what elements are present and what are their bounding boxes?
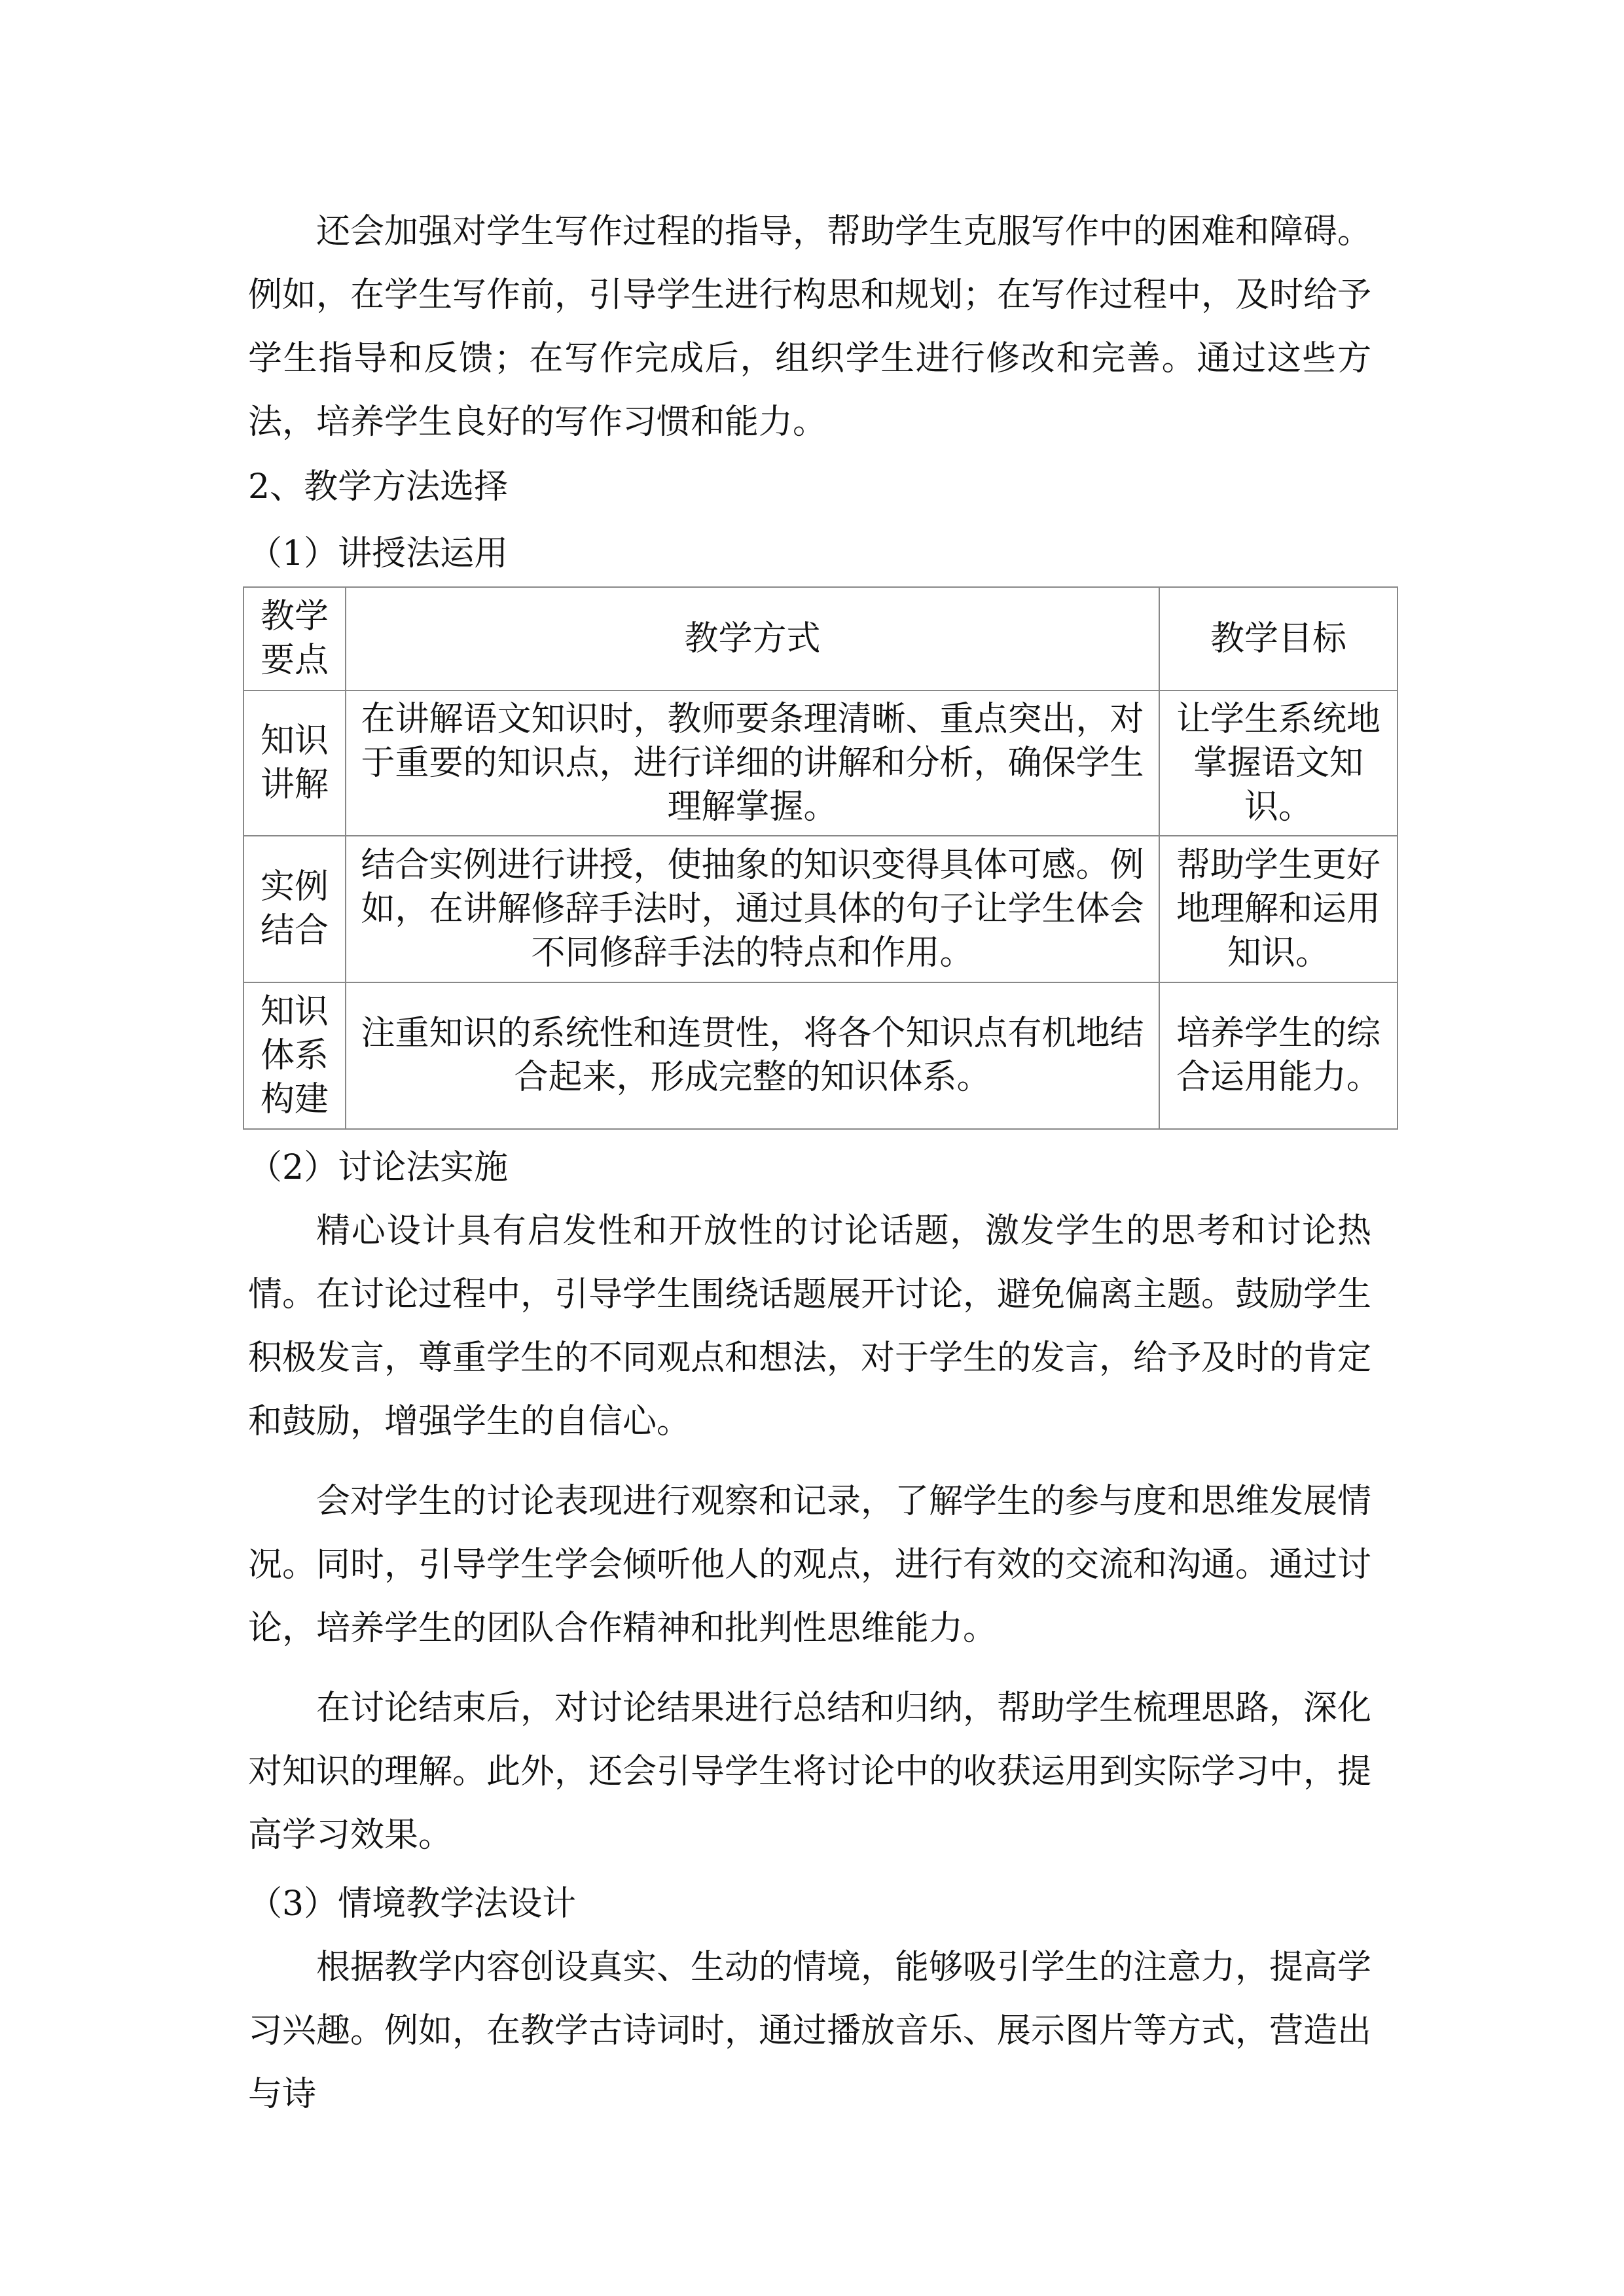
goal-cell: 帮助学生更好地理解和运用知识。 — [1159, 836, 1398, 982]
paragraph: 在讨论结束后，对讨论结果进行总结和归纳，帮助学生梳理思路，深化对知识的理解。此外，还会引导学生将讨论中的收获运用到实际学习中，提高学习效果。 — [248, 1689, 1372, 1855]
teaching-method-table — [243, 586, 1398, 1130]
table-header-row — [244, 587, 1398, 691]
subsection-heading-2: （2）讨论法实施 — [248, 1148, 509, 1187]
discussion-block — [248, 1136, 1371, 2126]
table-row — [244, 836, 1398, 982]
section-heading: 2、教学方法选择 — [248, 467, 509, 507]
subsection-heading-3: （3）情境教学法设计 — [248, 1884, 577, 1924]
point-cell: 实例结合 — [244, 836, 346, 982]
section-heading-block — [248, 456, 1371, 586]
header-cell: 教学方式 — [346, 587, 1159, 691]
point-cell: 知识讲解 — [244, 691, 346, 836]
goal-cell: 培养学生的综合运用能力。 — [1159, 982, 1398, 1129]
point-cell: 知识体系构建 — [244, 982, 346, 1129]
paragraph: 根据教学内容创设真实、生动的情境，能够吸引学生的注意力，提高学习兴趣。例如，在教学古诗词时，通过播放音乐、展示图片等方式，营造出与诗 — [248, 1948, 1372, 2114]
intro-block — [248, 200, 1371, 454]
paragraph: 精心设计具有启发性和开放性的讨论话题，激发学生的思考和讨论热情。在讨论过程中，引导学生围绕话题展开讨论，避免偏离主题。鼓励学生积极发言，尊重学生的不同观点和想法，对于学生的发言，给予及时的肯定和鼓励，增强学生的自信心。 — [248, 1211, 1372, 1441]
goal-cell: 让学生系统地掌握语文知识。 — [1159, 691, 1398, 836]
method-cell: 在讲解语文知识时，教师要条理清晰、重点突出，对于重要的知识点，进行详细的讲解和分析，确保学生理解掌握。 — [346, 691, 1159, 836]
method-cell: 注重知识的系统性和连贯性，将各个知识点有机地结合起来，形成完整的知识体系。 — [346, 982, 1159, 1129]
subsection-heading-1: （1）讲授法运用 — [248, 534, 509, 573]
paragraph: 还会加强对学生写作过程的指导，帮助学生克服写作中的困难和障碍。例如，在学生写作前，引导学生进行构思和规划；在写作过程中，及时给予学生指导和反馈；在写作完成后，组织学生进行修改和完善。通过这些方法，培养学生良好的写作习惯和能力。 — [248, 212, 1372, 442]
paragraph: 会对学生的讨论表现进行观察和记录，了解学生的参与度和思维发展情况。同时，引导学生学会倾听他人的观点，进行有效的交流和沟通。通过讨论，培养学生的团队合作精神和批判性思维能力。 — [248, 1482, 1372, 1648]
table-row — [244, 691, 1398, 836]
header-cell: 教学要点 — [244, 587, 346, 691]
table-row — [244, 982, 1398, 1129]
method-cell: 结合实例进行讲授，使抽象的知识变得具体可感。例如，在讲解修辞手法时，通过具体的句子让学生体会不同修辞手法的特点和作用。 — [346, 836, 1159, 982]
header-cell: 教学目标 — [1159, 587, 1398, 691]
